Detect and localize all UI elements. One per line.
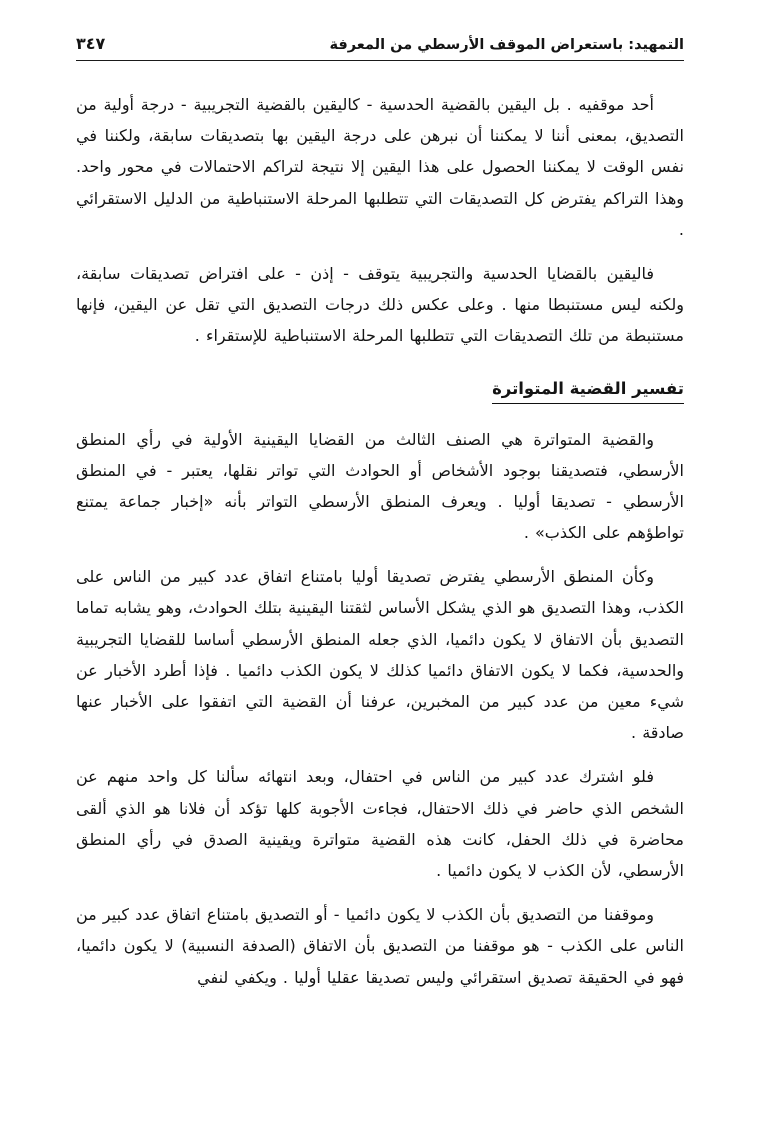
section-heading-row: [76, 365, 684, 420]
body-paragraph: وموقفنا من التصديق بأن الكذب لا يكون دائميا - أو التصديق بامتناع اتفاق عدد كبير من الناس على الكذب - هو موقفنا من التصديق بأن الاتفاق (الصدفة النسبية) لا يكون دائميا، فهو في الحقيقة تصديق استقرائي وليس تصديقا عقليا أوليا . ويكفي لنفي: [76, 905, 684, 987]
page-body: [76, 89, 684, 993]
body-paragraph: فلو اشترك عدد كبير من الناس في احتفال، وبعد انتهائه سألنا كل واحد منهم عن الشخص الذي حاضر في ذلك الاحتفال، فجاءت الأجوبة كلها تؤكد أن فلانا هو الذي ألقى محاضرة في ذلك الحفل، كانت هذه القضية متواترة ويقينية الصدق في رأي المنطق الأرسطي، لأن الكذب لا يكون دائميا .: [76, 767, 684, 880]
body-paragraph: فاليقين بالقضايا الحدسية والتجريبية يتوقف - إذن - على افتراض تصديقات سابقة، ولكنه ليس مستنبطا منها . وعلى عكس ذلك درجات التصديق التي تقل عن اليقين، فإنها مستنبطة من تلك التصديقات التي تتطلبها المرحلة الاستنباطية للإستقراء .: [76, 263, 684, 346]
page-header: [76, 34, 684, 61]
body-paragraph: أحد موقفيه . بل اليقين بالقضية الحدسية - كاليقين بالقضية التجريبية - درجة أولية من التصديق، بمعنى أننا لا يمكننا أن نبرهن على درجة اليقين بها بتصديقات سابقة، ولكننا في نفس الوقت لا يمكننا الحصول على هذا اليقين إلا نتيجة لتراكم الاحتمالات في محور واحد. وهذا التراكم يفترض كل التصديقات التي تتطلبها المرحلة الاستنباطية من الدليل الاستقرائي .: [76, 95, 684, 239]
section-heading: تفسير القضية المتواترة: [492, 379, 684, 404]
body-paragraph: والقضية المتواترة هي الصنف الثالث من القضايا اليقينية الأولية في رأي المنطق الأرسطي، فتصديقنا بوجود الأشخاص أو الحوادث التي تواتر نقلها، يعتبر - في المنطق الأرسطي - تصديقا أوليا . ويعرف المنطق الأرسطي التواتر بأنه «إخبار جماعة يمتنع تواطؤهم على الكذب» .: [76, 429, 684, 543]
body-paragraph: وكأن المنطق الأرسطي يفترض تصديقا أوليا بامتناع اتفاق عدد كبير من الناس على الكذب، وهذا التصديق هو الذي يشكل الأساس لثقتنا اليقينية بتلك الحوادث، وهو يشابه تماما التصديق بأن الاتفاق لا يكون دائميا، الذي جعله المنطق الأرسطي أساسا للقضايا التجريبية والحدسية، فكما لا يكون الاتفاق دائميا كذلك لا يكون الكذب دائميا . فإذا أطرد الأخبار عن شيء معين من عدد كبير من المخبرين، عرفنا أن القضية التي اتفقوا على الأخبار عنها صادقة .: [76, 567, 684, 743]
chapter-title: التمهيد: باستعراض الموقف الأرسطي من المعرفة: [329, 37, 684, 53]
page-number: ٣٤٧: [76, 34, 106, 53]
